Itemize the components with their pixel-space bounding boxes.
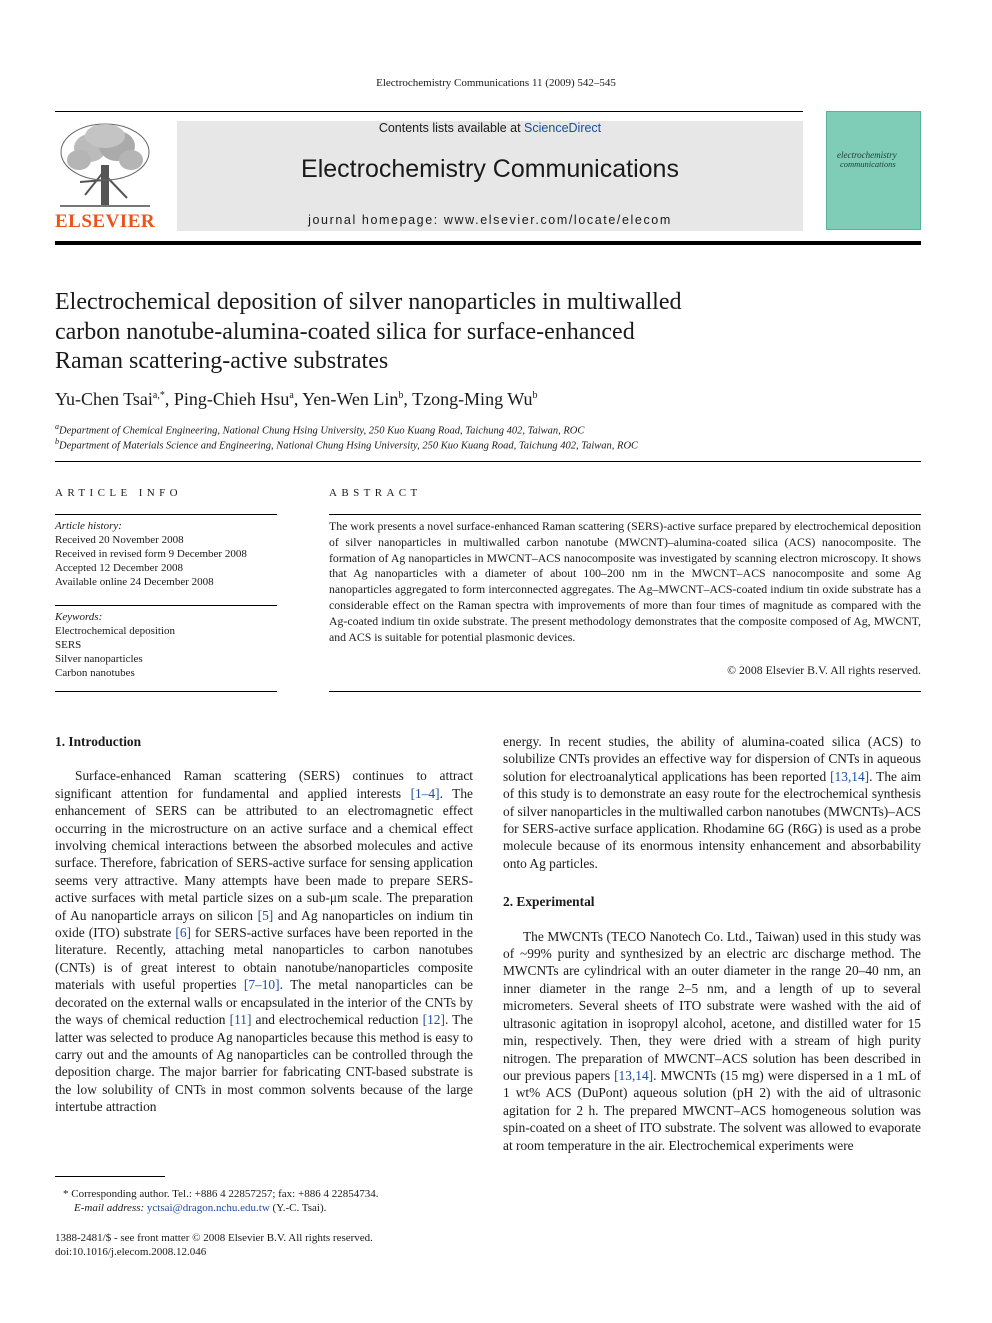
article-history (55, 519, 277, 589)
history-label: Article history: (55, 520, 122, 532)
contents-line (177, 121, 803, 135)
author-separator: , (164, 389, 174, 409)
body-text: . The latter was selected to produce Ag nanoparticles because this method is easy to carry out and the amounts of Ag nanoparticles can be controlled through the deposition charge. The major barrier for fabricating CNT-based substrate is the low solubility of CNTs in most common solvents because of the large intertube attraction (55, 1012, 473, 1115)
reference-link[interactable]: [1–4] (410, 785, 440, 801)
top-rule (55, 111, 803, 112)
keyword: Electrochemical deposition (55, 625, 176, 637)
author-name: Yu-Chen Tsai (55, 389, 153, 409)
author-name: Ping-Chieh Hsu (173, 389, 290, 409)
author-affiliation-mark[interactable]: a,* (152, 390, 165, 401)
abstract-label: ABSTRACT (329, 487, 422, 499)
abstract-rule (329, 514, 921, 515)
author-list (55, 389, 538, 410)
keyword: Carbon nanotubes (55, 667, 135, 679)
history-item: Accepted 12 December 2008 (55, 562, 183, 574)
author-name: Yen-Wen Lin (302, 389, 399, 409)
experimental-paragraph (503, 928, 921, 1154)
affiliation-mark: b (55, 437, 59, 446)
reference-link[interactable]: [5] (257, 907, 274, 923)
keyword: Silver nanoparticles (55, 653, 143, 665)
introduction-continuation (503, 733, 921, 872)
title-line: Raman scattering-active substrates (55, 348, 389, 374)
body-text: . The aim of this study is to demonstrate an easy route for the electrochemical synthesis of silver nanoparticles in the multiwalled carbon nanotubes (MWCNTs)–ACS for SERS-active surface application. Rhodamine 6G (R6G) is used as a probe molecule because of its enormous intensity enhancement and absorbability onto Ag particles. (503, 768, 921, 871)
title-line: carbon nanotube-alumina-coated silica for surface-enhanced (55, 318, 635, 345)
footnote-rule (55, 1176, 165, 1177)
reference-link[interactable]: [13,14] (614, 1067, 654, 1083)
affiliation-a (55, 422, 584, 437)
author-separator: , (403, 389, 413, 409)
sciencedirect-link[interactable]: ScienceDirect (524, 121, 602, 135)
corresponding-mark: * (63, 1188, 69, 1200)
body-text: . The metal nanoparticles can be decorated on the external walls or encapsulated in the interior of the CNTs by the ways of chemical reduction (55, 977, 473, 1028)
affiliation-text: Department of Materials Science and Engineering, National Chung Hsing University, 250 Kuo Kuang Road, Taichung 402, Taiwan, ROC (59, 440, 639, 452)
abstract-bottom-rule (329, 691, 921, 692)
introduction-heading: 1. Introduction (55, 734, 142, 749)
body-text: The MWCNTs (TECO Nanotech Co. Ltd., Taiwan) used in this study was of ~99% purity and synthesized by an electric arc discharge method. The MWCNTs are cylindrical with an outer diameter in the range 20–40 nm, an inner diameter in the range 2–5 nm, and a length of up to several micrometers. Several sheets of ITO substrate were washed with the aid of ultrasonic agitation in isopropyl alcohol, acetone, and distilled water for 15 min, respectively. Then, they were dried with a stream of high purity nitrogen. The preparation of MWCNT–ACS solution has been described in our previous papers (503, 928, 921, 1083)
left-column (55, 733, 473, 1116)
affiliation-text: Department of Chemical Engineering, National Chung Hsing University, 250 Kuo Kuang Road, Taichung 402, Taiwan, ROC (59, 425, 585, 437)
running-citation: Electrochemistry Communications 11 (2009) 542–545 (376, 77, 616, 89)
experimental-heading: 2. Experimental (503, 894, 595, 910)
corresponding-footnote (55, 1187, 475, 1215)
affiliation-b (55, 437, 638, 452)
header-divider (55, 461, 921, 462)
body-text: . MWCNTs (15 mg) were dispersed in a 1 mL of 1 wt% ACS (DuPont) aqueous solution (pH 2) with the aid of ultrasonic agitation for 2 h. The prepared MWCNT–ACS homogeneous solution was spin-coated on a sheet of ITO substrate. The solvent was allowed to evaporate at room temperature in the air. Electrochemical experiments were (503, 1067, 921, 1153)
body-text: Surface-enhanced Raman scattering (SERS) continues to attract significant attention for fundamental and applied interests (55, 768, 473, 801)
abstract-copyright: © 2008 Elsevier B.V. All rights reserved. (727, 663, 921, 677)
author-affiliation-mark[interactable]: b (532, 390, 538, 401)
reference-link[interactable]: [13,14] (830, 768, 870, 784)
introduction-paragraph (55, 767, 473, 1115)
keywords-block (55, 610, 277, 680)
email-label: E-mail address: (74, 1202, 145, 1214)
reference-link[interactable]: [6] (175, 925, 192, 941)
author-affiliation-mark[interactable]: b (398, 390, 404, 401)
article-info-rule (55, 514, 277, 515)
article-title (55, 288, 815, 377)
reference-link[interactable]: [12] (422, 1012, 445, 1028)
keyword: SERS (55, 639, 82, 651)
affiliation-mark: a (55, 422, 59, 431)
author-affiliation-mark[interactable]: a (289, 390, 294, 401)
article-info-label: ARTICLE INFO (55, 487, 182, 499)
right-column (503, 733, 921, 1154)
author-name: Tzong-Ming Wu (412, 389, 533, 409)
email-link[interactable]: yctsai@dragon.nchu.edu.tw (146, 1202, 270, 1214)
history-item: Received 20 November 2008 (55, 534, 184, 546)
body-text: and electrochemical reduction (251, 1012, 423, 1028)
body-text: for SERS-active surfaces have been reported in the literature. Recently, attaching metal nanoparticles to carbon nanotubes (CNTs) is of great interest to obtain nanotube/nanoparticles composite materials with useful properties (55, 925, 473, 993)
keywords-bottom-rule (55, 691, 277, 692)
reference-link[interactable]: [7–10] (243, 977, 280, 993)
cover-title-line1: electrochemistry (837, 150, 897, 160)
history-item: Received in revised form 9 December 2008 (55, 548, 247, 560)
body-text: . The enhancement of SERS can be attributed to an electromagnetic effect occurring in the microstructure on an active surface and a chemical effect involving chemical interactions between the absorbed molecules and active surface. Therefore, fabrication of SERS-active surface for sensing application seems very attractive. Many attempts have been made to prepare SERS-active surfaces with metal particle sizes on a sub-μm scale. The preparation of Au nanoparticle arrays on silicon (55, 785, 473, 923)
history-item: Available online 24 December 2008 (55, 576, 214, 588)
title-line: Electrochemical deposition of silver nanoparticles in multiwalled (55, 289, 682, 315)
masthead-thick-rule (55, 241, 921, 245)
author-separator: , (293, 389, 303, 409)
reference-link[interactable]: [11] (229, 1012, 252, 1028)
keywords-label: Keywords: (55, 611, 103, 623)
abstract-text: The work presents a novel surface-enhanced Raman scattering (SERS)-active surface prepared by electrochemical deposition of silver nanoparticles in multiwalled carbon nanotube (MWCNT)–alumina-coated silica (ACS) nanocomposite. The formation of Ag nanoparticles in MWCNT–ACS nanocomposite was investigated by scanning electron microscopy. It shows that Ag nanoparticles with a diameter of about 100–200 nm in the MWCNT–ACS nanocomposite and some Ag nanoparticles aggregated to form interconnected aggregates. The Ag–MWCNT–ACS-coated indium tin oxide substrate has a considerable effect on the Raman spectra with improvements of more than four times of magnitude as compared with the Ag-coated indium tin oxide substrate. The present methodology demonstrates that the composite composed of Ag, MWCNT, and ACS is suitable for potential plasmonic devices. (329, 519, 921, 644)
journal-title: Electrochemistry Communications (301, 155, 679, 183)
elsevier-tree-logo (55, 120, 155, 210)
body-text: energy. In recent studies, the ability of alumina-coated silica (ACS) to solubilize CNTs provides an effective way for dispersion of CNTs in aqueous solution for electroanalytical applications has been reported (503, 734, 921, 784)
elsevier-wordmark: ELSEVIER (55, 211, 156, 232)
issn-line: 1388-2481/$ - see front matter © 2008 Elsevier B.V. All rights reserved. (55, 1232, 373, 1244)
body-text: and Ag nanoparticles on indium tin oxide (ITO) substrate (55, 907, 473, 941)
keywords-rule (55, 605, 277, 606)
doi-line: doi:10.1016/j.elecom.2008.12.046 (55, 1246, 207, 1258)
journal-homepage[interactable]: journal homepage: www.elsevier.com/locate/elecom (308, 213, 672, 227)
journal-cover-thumbnail (826, 111, 921, 230)
contents-prefix: Contents lists available at (378, 121, 525, 135)
corresponding-text: Corresponding author. Tel.: +886 4 22857257; fax: +886 4 22854734. (71, 1188, 379, 1200)
email-suffix: (Y.-C. Tsai). (269, 1202, 327, 1214)
cover-title-line2: communications (840, 159, 896, 169)
